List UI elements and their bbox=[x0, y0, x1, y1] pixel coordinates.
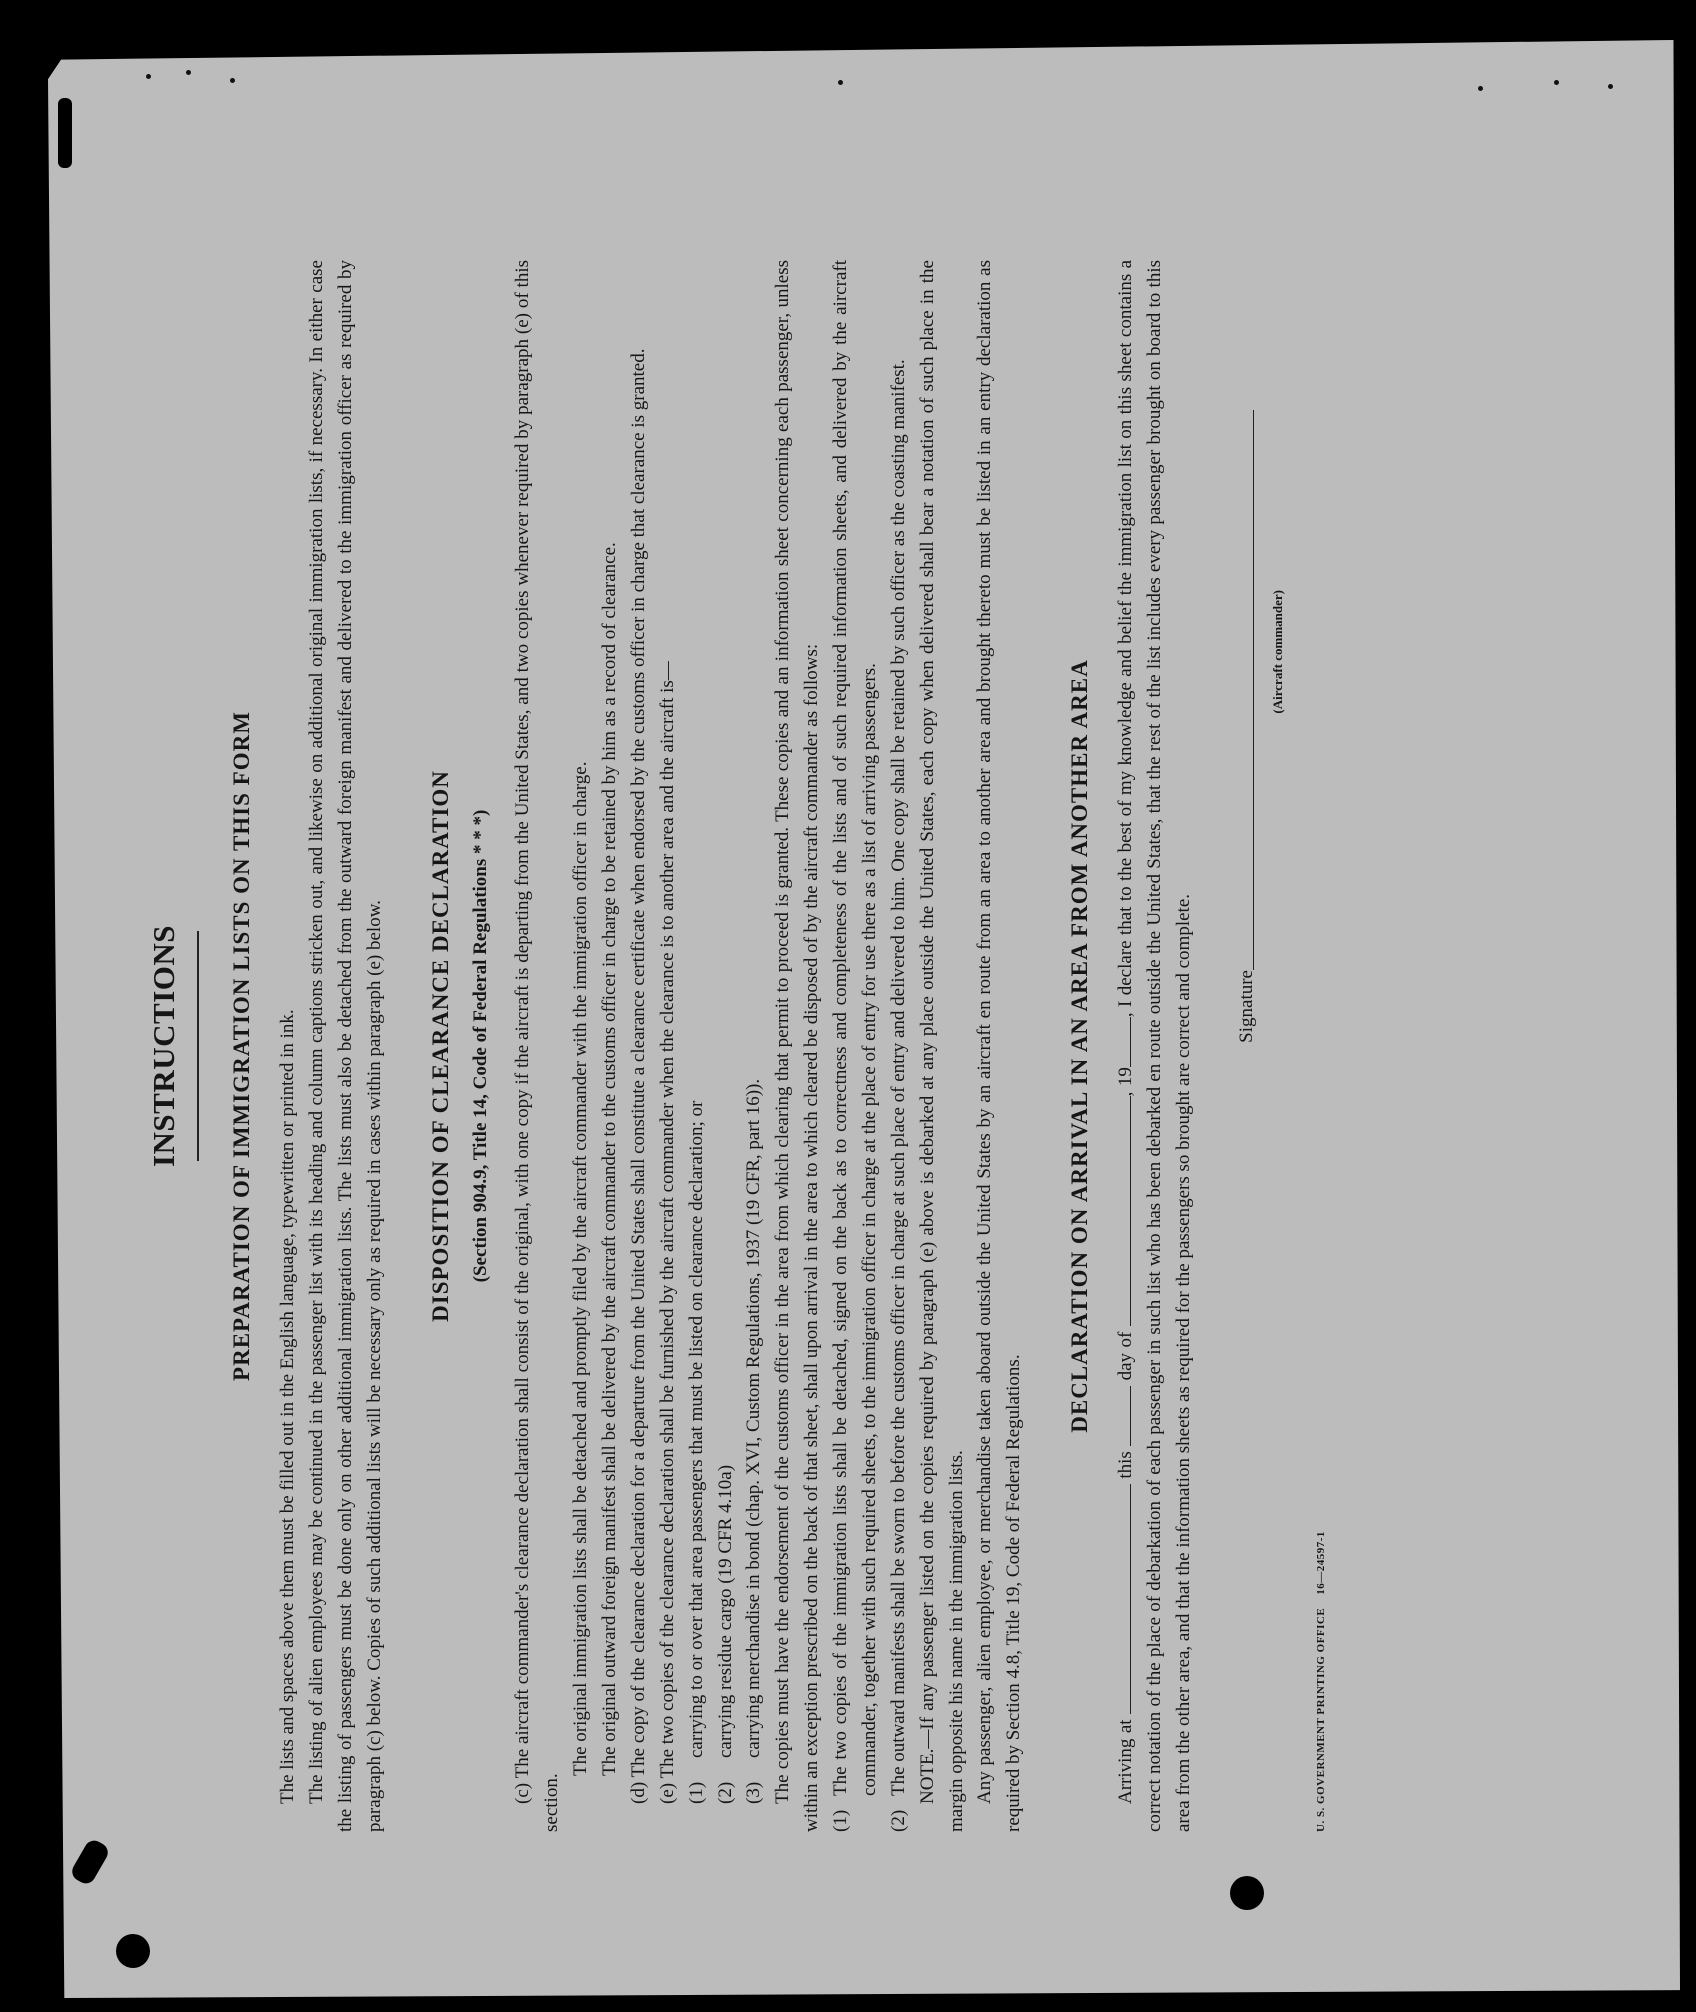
declaration-text: Arriving at this day of , 19, I declare that to the best of my knowledge and belief the immigration list on this sheet contains a correct notation of the place of debarkation of each passenger in such list who has been debarked en route outside the United States, that the rest of the list includes every passenger brought on board to this area from the other area, and that the information sheets as required for the passengers so brought are correct and complete. bbox=[1115, 259, 1194, 1832]
list-item: (2) carrying residue cargo (19 CFR 4.10a) bbox=[714, 1464, 736, 1804]
punch-hole bbox=[116, 1934, 150, 1968]
paragraph-e: (e) The two copies of the clearance declaration shall be furnished by the aircraft commander when the clearance is to another area and the aircraft is— bbox=[656, 661, 678, 1804]
paragraph: The listing of alien employees may be continued in the passenger list with its heading and column captions stricken out, and likewise on additional original immigration lists, if necessary. In either case the listing of passengers must be done only on other additional immigration lists. The lists must also be detached from the outward foreign manifest and delivered to the immigration officer as required by paragraph (c) below. Copies of such additional lists will be necessary only as required in cases within paragraph (e) below. bbox=[305, 260, 385, 1832]
speck bbox=[1554, 80, 1559, 85]
paragraph-c: (c) The aircraft commander's clearance declaration shall consist of the original, with one copy if the aircraft is departing from the United States, and two copies whenever required by paragraph (e) of this section. bbox=[512, 260, 563, 1832]
day-field[interactable] bbox=[1114, 1386, 1131, 1446]
section-heading-declaration: DECLARATION ON ARRIVAL IN AN AREA FROM ANOTHER AREA bbox=[1067, 659, 1093, 1433]
paragraph-c-2: The original immigration lists shall be detached and promptly filed by the aircraft commander with the immigration officer in charge. bbox=[570, 761, 592, 1776]
signature-row bbox=[1233, 260, 1262, 1832]
title-rule bbox=[197, 931, 199, 1161]
list-item: (1) The two copies of the immigration lists shall be detached, signed on the back as to correctness and completeness of the lists and of such required information sheets, and delivered by the aircraft commander, together with such required sheets, to the immigration officer in charge at the place of entry for use there as a list of arriving passengers. bbox=[830, 260, 880, 1832]
speck bbox=[1608, 84, 1613, 89]
list-item: (1) carrying to or over that area passengers that must be listed on clearance declaration; or bbox=[685, 1100, 707, 1804]
speck bbox=[186, 70, 191, 75]
paragraph-any: Any passenger, alien employee, or merchandise taken aboard outside the United States by an aircraft en route from an area to another area and brought thereto must be listed in an entry declaration as required by Section 4.8, Title 19, Code of Federal Regulations. bbox=[974, 260, 1025, 1832]
paragraph-copies: The copies must have the endorsement of the customs officer in the area from which clearing that permit to proceed is granted. These copies and an information sheet concerning each passenger, unless within an exception prescribed on the back of that sheet, shall upon arrival in the area to which cleared be disposed of by the aircraft commander as follows: bbox=[772, 260, 823, 1832]
rotated-instructions bbox=[140, 260, 1380, 1832]
paragraph-c-3: The original outward foreign manifest shall be delivered by the aircraft commander to the customs officer in charge to be retained by him as a record of clearance. bbox=[599, 542, 621, 1776]
note: NOTE.—If any passenger listed on the copies required by paragraph (e) above is debarked at any place outside the United States, each copy when delivered shall bear a notation of such place in the margin opposite his name in the immigration lists. bbox=[916, 260, 967, 1832]
speck bbox=[838, 80, 843, 85]
list-item: (3) carrying merchandise in bond (chap. XVI, Custom Regulations, 1937 (19 CFR, part 16)). bbox=[743, 1078, 765, 1804]
paragraph-d: (d) The copy of the clearance declaration for a departure from the United States shall constitute a clearance certificate when endorsed by the customs officer in charge that clearance is granted. bbox=[627, 348, 649, 1804]
year-field[interactable] bbox=[1114, 1017, 1131, 1067]
list-item: (2) The outward manifests shall be sworn to before the customs officer in charge at such place of entry and delivered to him. One copy shall be retained by such officer as the coasting manifest. bbox=[887, 359, 909, 1832]
page-title: INSTRUCTIONS bbox=[146, 925, 181, 1168]
printing-office-footer: U. S. GOVERNMENT PRINTING OFFICE 16—24597-1 bbox=[1315, 1531, 1328, 1832]
speck bbox=[146, 74, 151, 79]
paper-tear bbox=[58, 98, 72, 168]
month-field[interactable] bbox=[1114, 1096, 1131, 1326]
speck bbox=[230, 78, 235, 83]
signature-label: Signature bbox=[1235, 970, 1257, 1043]
signature-field[interactable] bbox=[1233, 410, 1254, 970]
arriving-at-field[interactable] bbox=[1114, 1484, 1131, 1714]
section-heading-disposition: DISPOSITION OF CLEARANCE DECLARATION bbox=[427, 770, 453, 1322]
section-heading-preparation: PREPARATION OF IMMIGRATION LISTS ON THIS FORM bbox=[229, 711, 255, 1381]
signature-caption: (Aircraft commander) bbox=[1269, 590, 1285, 714]
paper-tear bbox=[69, 1837, 112, 1887]
speck bbox=[1478, 86, 1483, 91]
list-e bbox=[683, 260, 770, 1832]
section-subheading: (Section 904.9, Title 14, Code of Federal Regulations * * *) bbox=[469, 809, 491, 1283]
paragraph: The lists and spaces above them must be filled out in the English language, typewritten or printed in ink. bbox=[277, 1009, 299, 1804]
punch-hole bbox=[1230, 1876, 1264, 1910]
